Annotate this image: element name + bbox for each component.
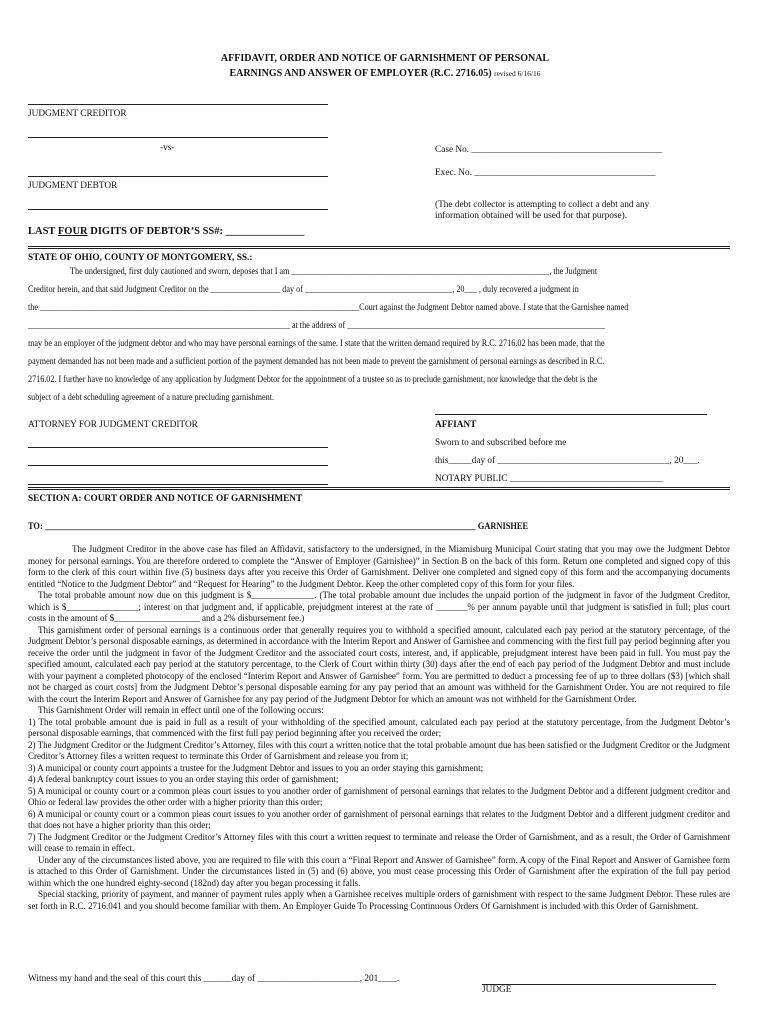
condition-item: 5) A municipal or county court or a common pleas court issues to you another order of garnishment of personal earnings that relates to the Judgment Debtor and a different judgment creditor and Ohio or federal law provides the other order with a higher priority than this order; [28, 785, 730, 807]
condition-item: 1) The total probable amount due is paid in full as a result of your withholding of the specified amount, calculated each pay period at the statutory percentage, from the Judgment Debtor’s personal disposable earnings, that commenced with the first full pay period beginning after you received the order; [28, 716, 730, 738]
affiant-signature-line[interactable] [435, 414, 707, 415]
ssn-post: DIGITS OF DEBTOR’S SS#: _______________ [87, 226, 305, 237]
judge-label: JUDGE [482, 985, 512, 995]
condition-item: 2) The Judgment Creditor or the Judgment Creditor’s Attorney, files with this court a written notice that the total probable amount due has been satisfied or the Judgment Creditor or the Judgment Creditor’s Attorney files a written request to terminate this Order of Garnishment and release you from it; [28, 739, 730, 761]
notary-field[interactable]: NOTARY PUBLIC _________________________________ [435, 474, 664, 484]
order-paragraph-6: Special stacking, priority of payment, and manner of payment rules apply when a Garnishee receives multiple orders of garnishment with respect to the same Judgment Debtor. These rules are set forth in R.C. 2716.041 and you should become familiar with them. An Employer Guide To Processing Continuous Orders Of Garnishment is included with this Order of Garnishment. [28, 889, 730, 911]
section-a-divider [28, 487, 730, 490]
affidavit-line-5: may be an employer of the judgment debtor and who may have personal earnings of the same. I state that the written demand required by R.C. 2716.02 has been made, that the [28, 339, 605, 349]
debt-notice-1: (The debt collector is attempting to collect a debt and any [435, 200, 650, 210]
order-paragraph-2: The total probable amount now due on this judgment is $______________. (The total probable amount due includes the unpaid portion of the judgment in favor of the Judgment Creditor, which is $________________; interest on that judgment and, if applicable, prejudgment interest at the rate of _______% per annum payable until that judgment is satisfied in full; plus court costs in the amount of $___________________ and a 2% disbursement fee.) [28, 590, 730, 623]
affidavit-line-3: the ______________________________________________________________________________Court against the Judgment Debtor named above. I state that the Garnishee named [28, 303, 629, 313]
attorney-label: ATTORNEY FOR JUDGMENT CREDITOR [28, 420, 198, 430]
creditor-line-2 [28, 137, 328, 138]
affidavit-line-2: Creditor herein, and that said Judgment Creditor on the _________________ day of ____________________________________, 20___ , duly recovered a judgment in [28, 285, 579, 295]
affidavit-divider [28, 246, 730, 249]
debtor-line-2 [28, 209, 328, 210]
section-a-body [28, 544, 730, 912]
case-no-field[interactable]: Case No. _________________________________________ [435, 145, 662, 155]
order-paragraph-1: The Judgment Creditor in the above case has filed an Affidavit, satisfactory to the undersigned, in the Miamisburg Municipal Court stating that you may owe the Judgment Debtor money for personal earnings. You are therefore ordered to complete the “Answer of Employer (Garnishee)” in Section B on the back of this form. Return one completed and signed copy of this form to the clerk of this court within five (5) business days after you receive this Order of Garnishment. Deliver one completed and signed copy of this form and the accompanying documents entitled “Notice to the Judgment Debtor” and “Request for Hearing” to the Judgment Debtor. Keep the other completed copy of this form for your files. [28, 544, 730, 589]
judge-signature-line[interactable] [482, 984, 716, 985]
sworn-text: Sworn to and subscribed before me [435, 438, 567, 448]
condition-item: 3) A municipal or county court appoints a trustee for the Judgment Debtor and issues to you an order staying this garnishment; [28, 762, 484, 773]
affidavit-line-4: ________________________________________________________________ at the address of _______________________________________________________________ [28, 321, 605, 331]
revised-date: revised 6/16/16 [494, 69, 541, 78]
debt-notice-2: information obtained will be used for that purpose). [435, 211, 628, 221]
condition-item: 7) The Judgment Creditor or the Judgment Creditor’s Attorney files with this court a written request to terminate and release the Order of Garnishment, and as a result, the Order of Garnishment will cease to remain in effect. [28, 831, 730, 853]
title-line-2 [0, 67, 770, 80]
condition-item: 4) A federal bankruptcy court issues to you an order staying this order of garnishment; [28, 774, 339, 784]
witness-field[interactable]: Witness my hand and the seal of this court this ______day of ______________________, 201____. [28, 974, 400, 984]
affidavit-line-8: subject of a debt scheduling agreement of a nature precluding garnishment. [28, 393, 275, 403]
order-paragraph-4: This Garnishment Order will remain in effect until one of the following occurs: [38, 705, 324, 715]
ssn-pre: LAST [28, 226, 58, 237]
order-paragraph-3: This garnishment order of personal earnings is a continuous order that generally requires you to withhold a specified amount, calculated each pay period at the statutory percentage, of the Judgment Debtor’s personal disposable earnings, as determined in accordance with the Interim Report and Answer of Garnishee and commencing with the first full pay period beginning after you receive the order until the judgment in favor of the Judgment Creditor and the associated court costs, interest, and, if applicable, prejudgment interest have been paid in full. You must pay the specified amount, calculated each pay period at the statutory percentage, to the Clerk of Court within thirty (30) days after the end of each pay period of the Judgment Debtor and must include with your payment a completed photocopy of the enclosed “Interim Report and Answer of Garnishee” form. You are permitted to deduct a processing fee of up to three dollars ($3) [which shall not be charged as court costs] from the Judgment Debtor’s personal disposable earning for any pay period that an amount was withheld for the Garnishment Order. You are not required to file with the court the Interim Report and Answer of Garnishee for any pay period of the Judgment Debtor for which an amount was not withheld for the Garnishment Order. [28, 624, 730, 704]
judgment-debtor-label: JUDGMENT DEBTOR [28, 181, 118, 191]
attorney-line-2[interactable] [28, 465, 328, 466]
state-county-heading: STATE OF OHIO, COUNTY OF MONTGOMERY, SS.: [28, 253, 253, 263]
attorney-line-1[interactable] [28, 447, 328, 448]
affidavit-line-7: 2716.02. I further have no knowledge of any application by Judgment Debtor for the appointment of a trustee so as to preclude garnishment, nor knowledge that the debt is the [28, 375, 598, 385]
order-paragraph-5: Under any of the circumstances listed above, you are required to file with this court a “Final Report and Answer of Garnishee” form. A copy of the Final Report and Answer of Garnishee form is attached to this Order of Garnishment. Under the circumstances listed in (5) and (6) above, you must cease processing this Order of Garnishment after the expiration of the full pay period within which the one hundred eighty-second (182nd) day after you began processing it falls. [28, 854, 730, 888]
garnishee-to-field[interactable]: TO: _______________________________________________________________________________________________________ GARNISHEE [28, 522, 529, 532]
judgment-creditor-label: JUDGMENT CREDITOR [28, 109, 127, 119]
creditor-line [28, 104, 328, 105]
exec-no-field[interactable]: Exec. No. _______________________________________ [435, 168, 656, 178]
attorney-line-3[interactable] [28, 484, 328, 485]
affidavit-line-6: payment demanded has not been made and a sufficient portion of the payment demanded has not been made to prevent the garnishment of personal earnings as described in R.C. [28, 357, 605, 367]
title-text: EARNINGS AND ANSWER OF EMPLOYER (R.C. 2716.05) [229, 68, 492, 79]
sworn-date-field[interactable]: this_____day of _____________________________________, 20___. [435, 456, 700, 466]
title-line-1: AFFIDAVIT, ORDER AND NOTICE OF GARNISHMENT OF PERSONAL [220, 53, 550, 64]
debtor-line [28, 176, 328, 177]
affidavit-line-1: The undersigned, first duly cautioned and sworn, deposes that I am _______________________________________________________________, the Judgment [70, 267, 598, 277]
vs-label: -vs- [160, 143, 175, 153]
ssn-field[interactable] [28, 225, 304, 238]
ssn-four: FOUR [57, 226, 88, 237]
condition-item: 6) A municipal or county court or a common pleas court issues to you another order of garnishment of personal earnings that relates to the Judgment Debtor and a different judgment creditor and that does not have a higher priority than this order; [28, 808, 730, 830]
affiant-label: AFFIANT [435, 420, 477, 430]
section-a-heading: SECTION A: COURT ORDER AND NOTICE OF GARNISHMENT [28, 494, 303, 504]
